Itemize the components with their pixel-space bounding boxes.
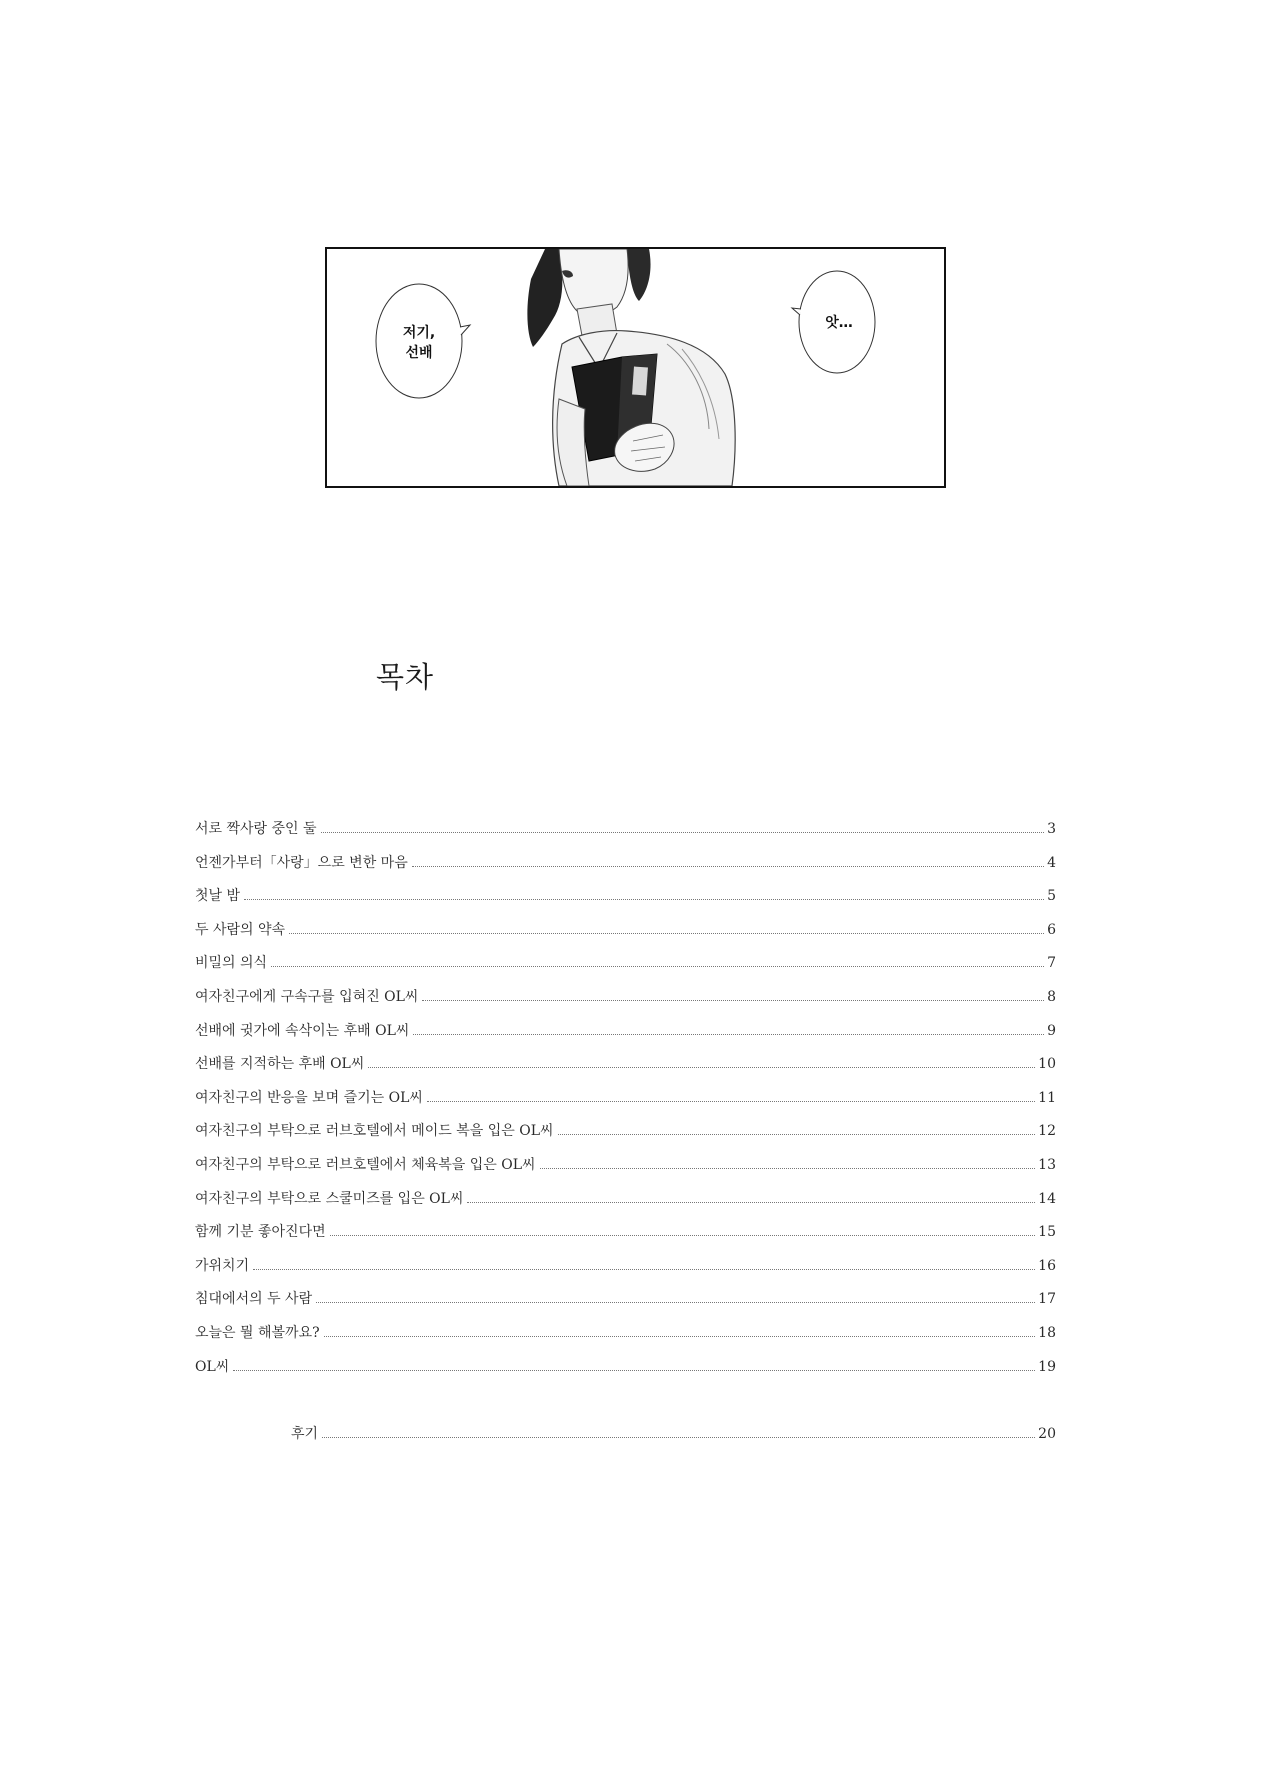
toc-entry-label: 오늘은 뭘 해볼까요? xyxy=(195,1324,320,1341)
toc-entry[interactable] xyxy=(195,1356,1056,1390)
toc-entry-label: 여자친구의 부탁으로 러브호텔에서 체육복을 입은 OL씨 xyxy=(195,1156,536,1173)
toc-leader-dots xyxy=(427,1101,1035,1102)
toc-entry[interactable] xyxy=(195,1221,1056,1255)
toc-entry-label: 후기 xyxy=(291,1426,319,1442)
bubble-right-text: 앗… xyxy=(825,315,853,331)
toc-entry-page: 20 xyxy=(1038,1426,1056,1442)
toc-entry-page: 12 xyxy=(1038,1123,1056,1140)
face xyxy=(559,249,628,316)
toc-entry[interactable] xyxy=(195,952,1056,986)
panel-illustration xyxy=(327,249,944,486)
toc-entry[interactable] xyxy=(195,1053,1056,1087)
toc-entry-page: 15 xyxy=(1038,1224,1056,1241)
toc-leader-dots xyxy=(253,1269,1035,1270)
toc-leader-dots xyxy=(271,966,1044,967)
toc-entry[interactable] xyxy=(195,1154,1056,1188)
toc-leader-dots xyxy=(368,1067,1035,1068)
toc-entry[interactable] xyxy=(195,986,1056,1020)
toc-list xyxy=(195,818,1056,1389)
toc-entry-label: 첫날 밤 xyxy=(195,888,241,905)
toc-entry[interactable] xyxy=(195,1120,1056,1154)
toc-leader-dots xyxy=(316,1302,1035,1303)
toc-leader-dots xyxy=(413,1034,1044,1035)
toc-afterword xyxy=(291,1423,1056,1457)
toc-entry-page: 7 xyxy=(1047,955,1056,972)
toc-entry-label: OL씨 xyxy=(195,1358,230,1375)
toc-entry-label: 선배에 귓가에 속삭이는 후배 OL씨 xyxy=(195,1022,410,1039)
toc-entry-label: 가위치기 xyxy=(195,1257,250,1274)
toc-entry[interactable] xyxy=(195,818,1056,852)
toc-entry-page: 4 xyxy=(1047,854,1056,871)
toc-entry-page: 13 xyxy=(1038,1156,1056,1173)
toc-entry-page: 16 xyxy=(1038,1257,1056,1274)
toc-entry-label: 선배를 지적하는 후배 OL씨 xyxy=(195,1056,365,1073)
toc-entry-label: 여자친구의 반응을 보며 즐기는 OL씨 xyxy=(195,1089,423,1106)
toc-leader-dots xyxy=(412,866,1044,867)
toc-leader-dots xyxy=(321,832,1045,833)
speech-bubble-left xyxy=(376,284,462,398)
toc-leader-dots xyxy=(540,1168,1036,1169)
toc-entry[interactable] xyxy=(195,852,1056,886)
toc-entry-label: 비밀의 의식 xyxy=(195,955,268,972)
toc-entry[interactable] xyxy=(195,1188,1056,1222)
toc-leader-dots xyxy=(322,1437,1035,1438)
toc-entry[interactable] xyxy=(195,1087,1056,1121)
toc-leader-dots xyxy=(233,1370,1035,1371)
bubble-left-line1: 저기, xyxy=(402,325,436,341)
bubble-left-line2: 선배 xyxy=(405,345,433,361)
toc-entry[interactable] xyxy=(195,1255,1056,1289)
toc-entry[interactable] xyxy=(195,1020,1056,1054)
toc-leader-dots xyxy=(289,933,1044,934)
toc-entry[interactable] xyxy=(195,885,1056,919)
toc-leader-dots xyxy=(330,1235,1036,1236)
toc-entry-page: 6 xyxy=(1047,921,1056,938)
hair-right xyxy=(627,249,651,301)
toc-leader-dots xyxy=(467,1202,1035,1203)
toc-entry-page: 10 xyxy=(1038,1056,1056,1073)
toc-entry-label: 침대에서의 두 사람 xyxy=(195,1291,313,1308)
toc-entry-label: 여자친구에게 구속구를 입혀진 OL씨 xyxy=(195,988,419,1005)
toc-entry-label: 함께 기분 좋아진다면 xyxy=(195,1224,326,1241)
manga-panel xyxy=(325,247,946,488)
toc-entry-label: 서로 짝사랑 중인 둘 xyxy=(195,821,317,837)
toc-entry-page: 5 xyxy=(1047,888,1056,905)
toc-entry-label: 여자친구의 부탁으로 러브호텔에서 메이드 복을 입은 OL씨 xyxy=(195,1123,554,1140)
book-label xyxy=(632,367,648,396)
toc-entry-page: 11 xyxy=(1038,1089,1056,1106)
toc-entry[interactable] xyxy=(195,1322,1056,1356)
toc-entry[interactable] xyxy=(195,919,1056,953)
toc-entry-page: 18 xyxy=(1038,1324,1056,1341)
toc-entry-afterword[interactable] xyxy=(291,1423,1056,1457)
toc-leader-dots xyxy=(244,899,1044,900)
toc-entry-label: 언젠가부터「사랑」으로 변한 마음 xyxy=(195,854,408,871)
toc-entry-page: 9 xyxy=(1047,1022,1056,1039)
toc-entry-label: 두 사람의 약속 xyxy=(195,921,286,938)
hair xyxy=(527,249,562,347)
toc-entry-label: 여자친구의 부탁으로 스쿨미즈를 입은 OL씨 xyxy=(195,1190,464,1207)
toc-leader-dots xyxy=(324,1336,1036,1337)
toc-entry-page: 17 xyxy=(1038,1291,1056,1308)
toc-entry-page: 14 xyxy=(1038,1190,1056,1207)
toc-entry[interactable] xyxy=(195,1288,1056,1322)
toc-entry-page: 8 xyxy=(1047,988,1056,1005)
toc-entry-page: 19 xyxy=(1038,1358,1056,1375)
toc-leader-dots xyxy=(558,1134,1036,1135)
toc-title: 목차 xyxy=(376,660,435,694)
toc-leader-dots xyxy=(422,1000,1044,1001)
toc-entry-page: 3 xyxy=(1047,821,1056,837)
